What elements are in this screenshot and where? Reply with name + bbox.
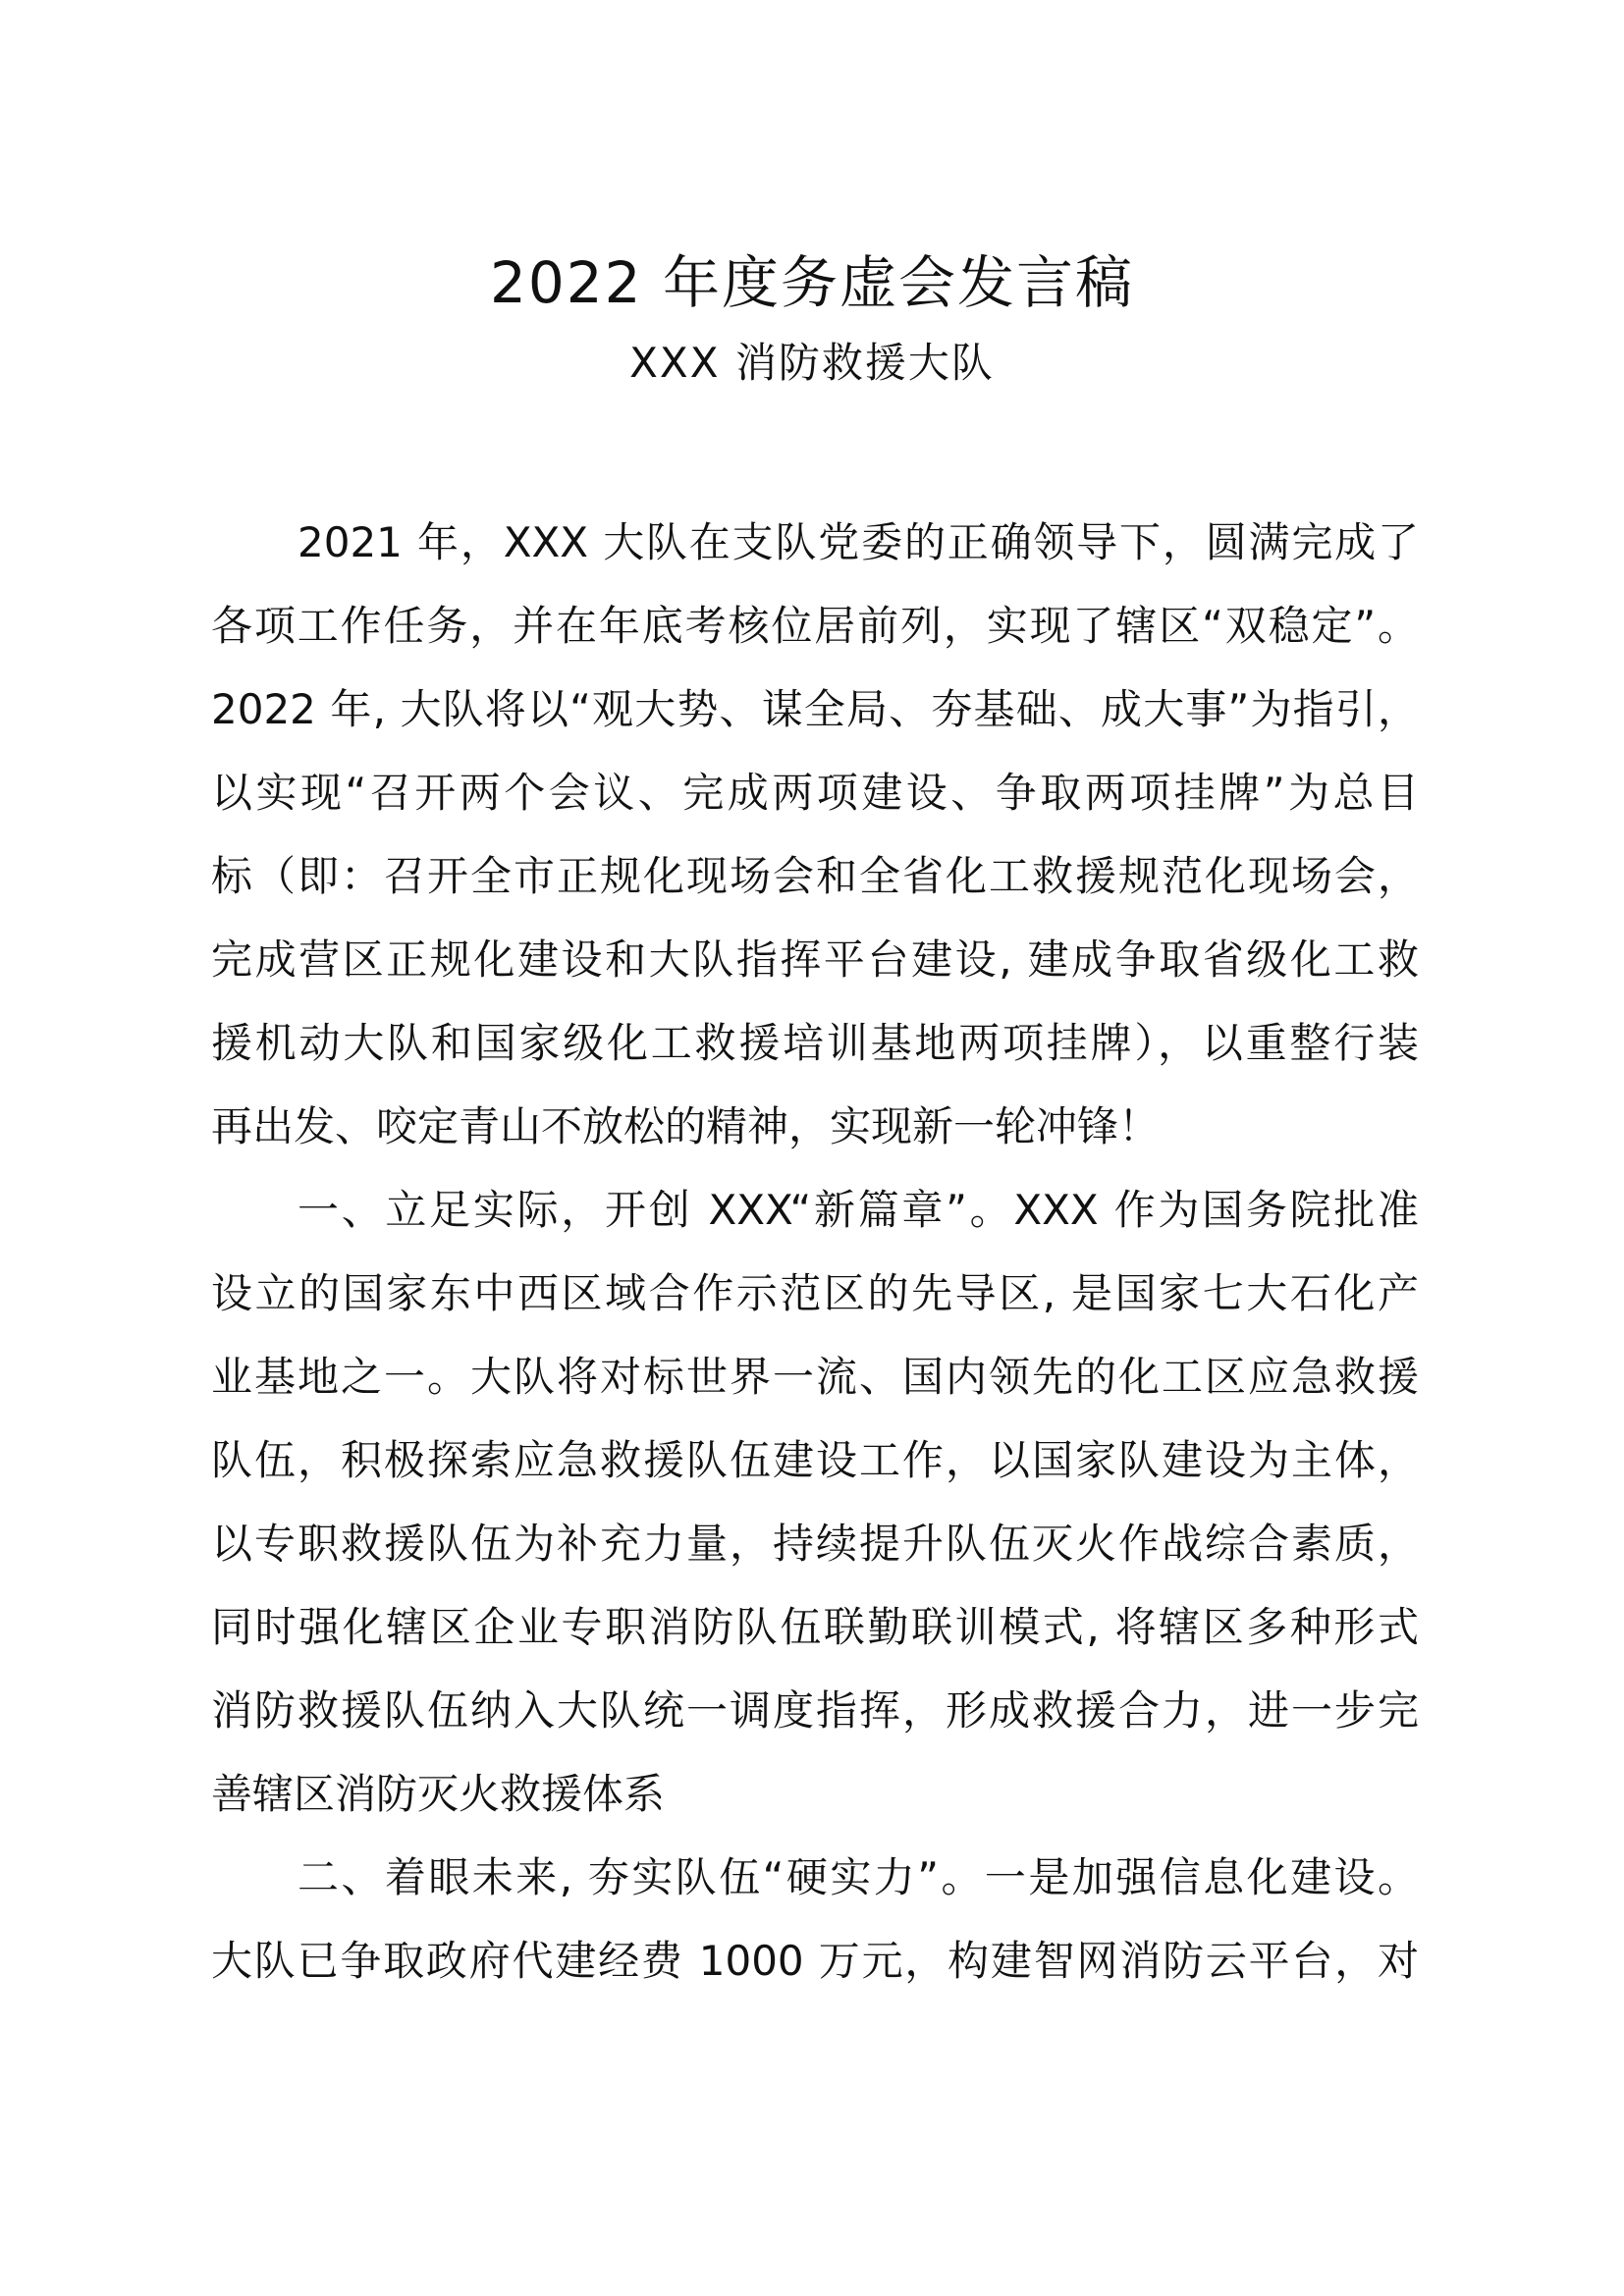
paragraph-line: 以实现“召开两个会议、完成两项建设、争取两项挂牌”为总目 (211, 769, 1419, 817)
paragraph-line: 2022 年, 大队将以“观大势、谋全局、夯基础、成大事”为指引， (211, 685, 1419, 733)
paragraph-line: 标（即：召开全市正规化现场会和全省化工救援规范化现场会， (211, 852, 1419, 900)
document-title: 2022 年度务虚会发言稿 (489, 249, 1135, 316)
paragraph-line: 大队已争取政府代建经费 1000 万元，构建智网消防云平台，对 (211, 1937, 1419, 1985)
paragraph-line: 业基地之一。大队将对标世界一流、国内领先的化工区应急救援 (211, 1353, 1419, 1401)
paragraph-line: 完成营区正规化建设和大队指挥平台建设, 建成争取省级化工救 (211, 935, 1419, 984)
paragraph-line: 再出发、咬定青山不放松的精神，实现新一轮冲锋！ (211, 1102, 1161, 1150)
paragraph-line: 一、立足实际，开创 XXX“新篇章”。XXX 作为国务院批准 (298, 1186, 1419, 1234)
paragraph-line: 二、着眼未来, 夯实队伍“硬实力”。一是加强信息化建设。 (298, 1853, 1419, 1901)
paragraph-line: 设立的国家东中西区域合作示范区的先导区, 是国家七大石化产 (211, 1269, 1419, 1317)
document-body (211, 501, 1419, 2002)
paragraph-line: 同时强化辖区企业专职消防队伍联勤联训模式, 将辖区多种形式 (211, 1603, 1419, 1651)
paragraph-line: 善辖区消防灭火救援体系 (211, 1770, 666, 1818)
document-subtitle: XXX 消防救援大队 (629, 339, 995, 387)
paragraph-line: 2021 年，XXX 大队在支队党委的正确领导下，圆满完成了 (298, 518, 1419, 566)
paragraph-line: 队伍，积极探索应急救援队伍建设工作，以国家队建设为主体， (211, 1436, 1419, 1484)
paragraph-line: 援机动大队和国家级化工救援培训基地两项挂牌），以重整行装 (211, 1019, 1419, 1067)
paragraph-line: 消防救援队伍纳入大队统一调度指挥，形成救援合力，进一步完 (211, 1686, 1419, 1735)
paragraph-line: 以专职救援队伍为补充力量，持续提升队伍灭火作战综合素质， (211, 1520, 1419, 1568)
paragraph-line: 各项工作任务，并在年底考核位居前列，实现了辖区“双稳定”。 (211, 602, 1419, 650)
